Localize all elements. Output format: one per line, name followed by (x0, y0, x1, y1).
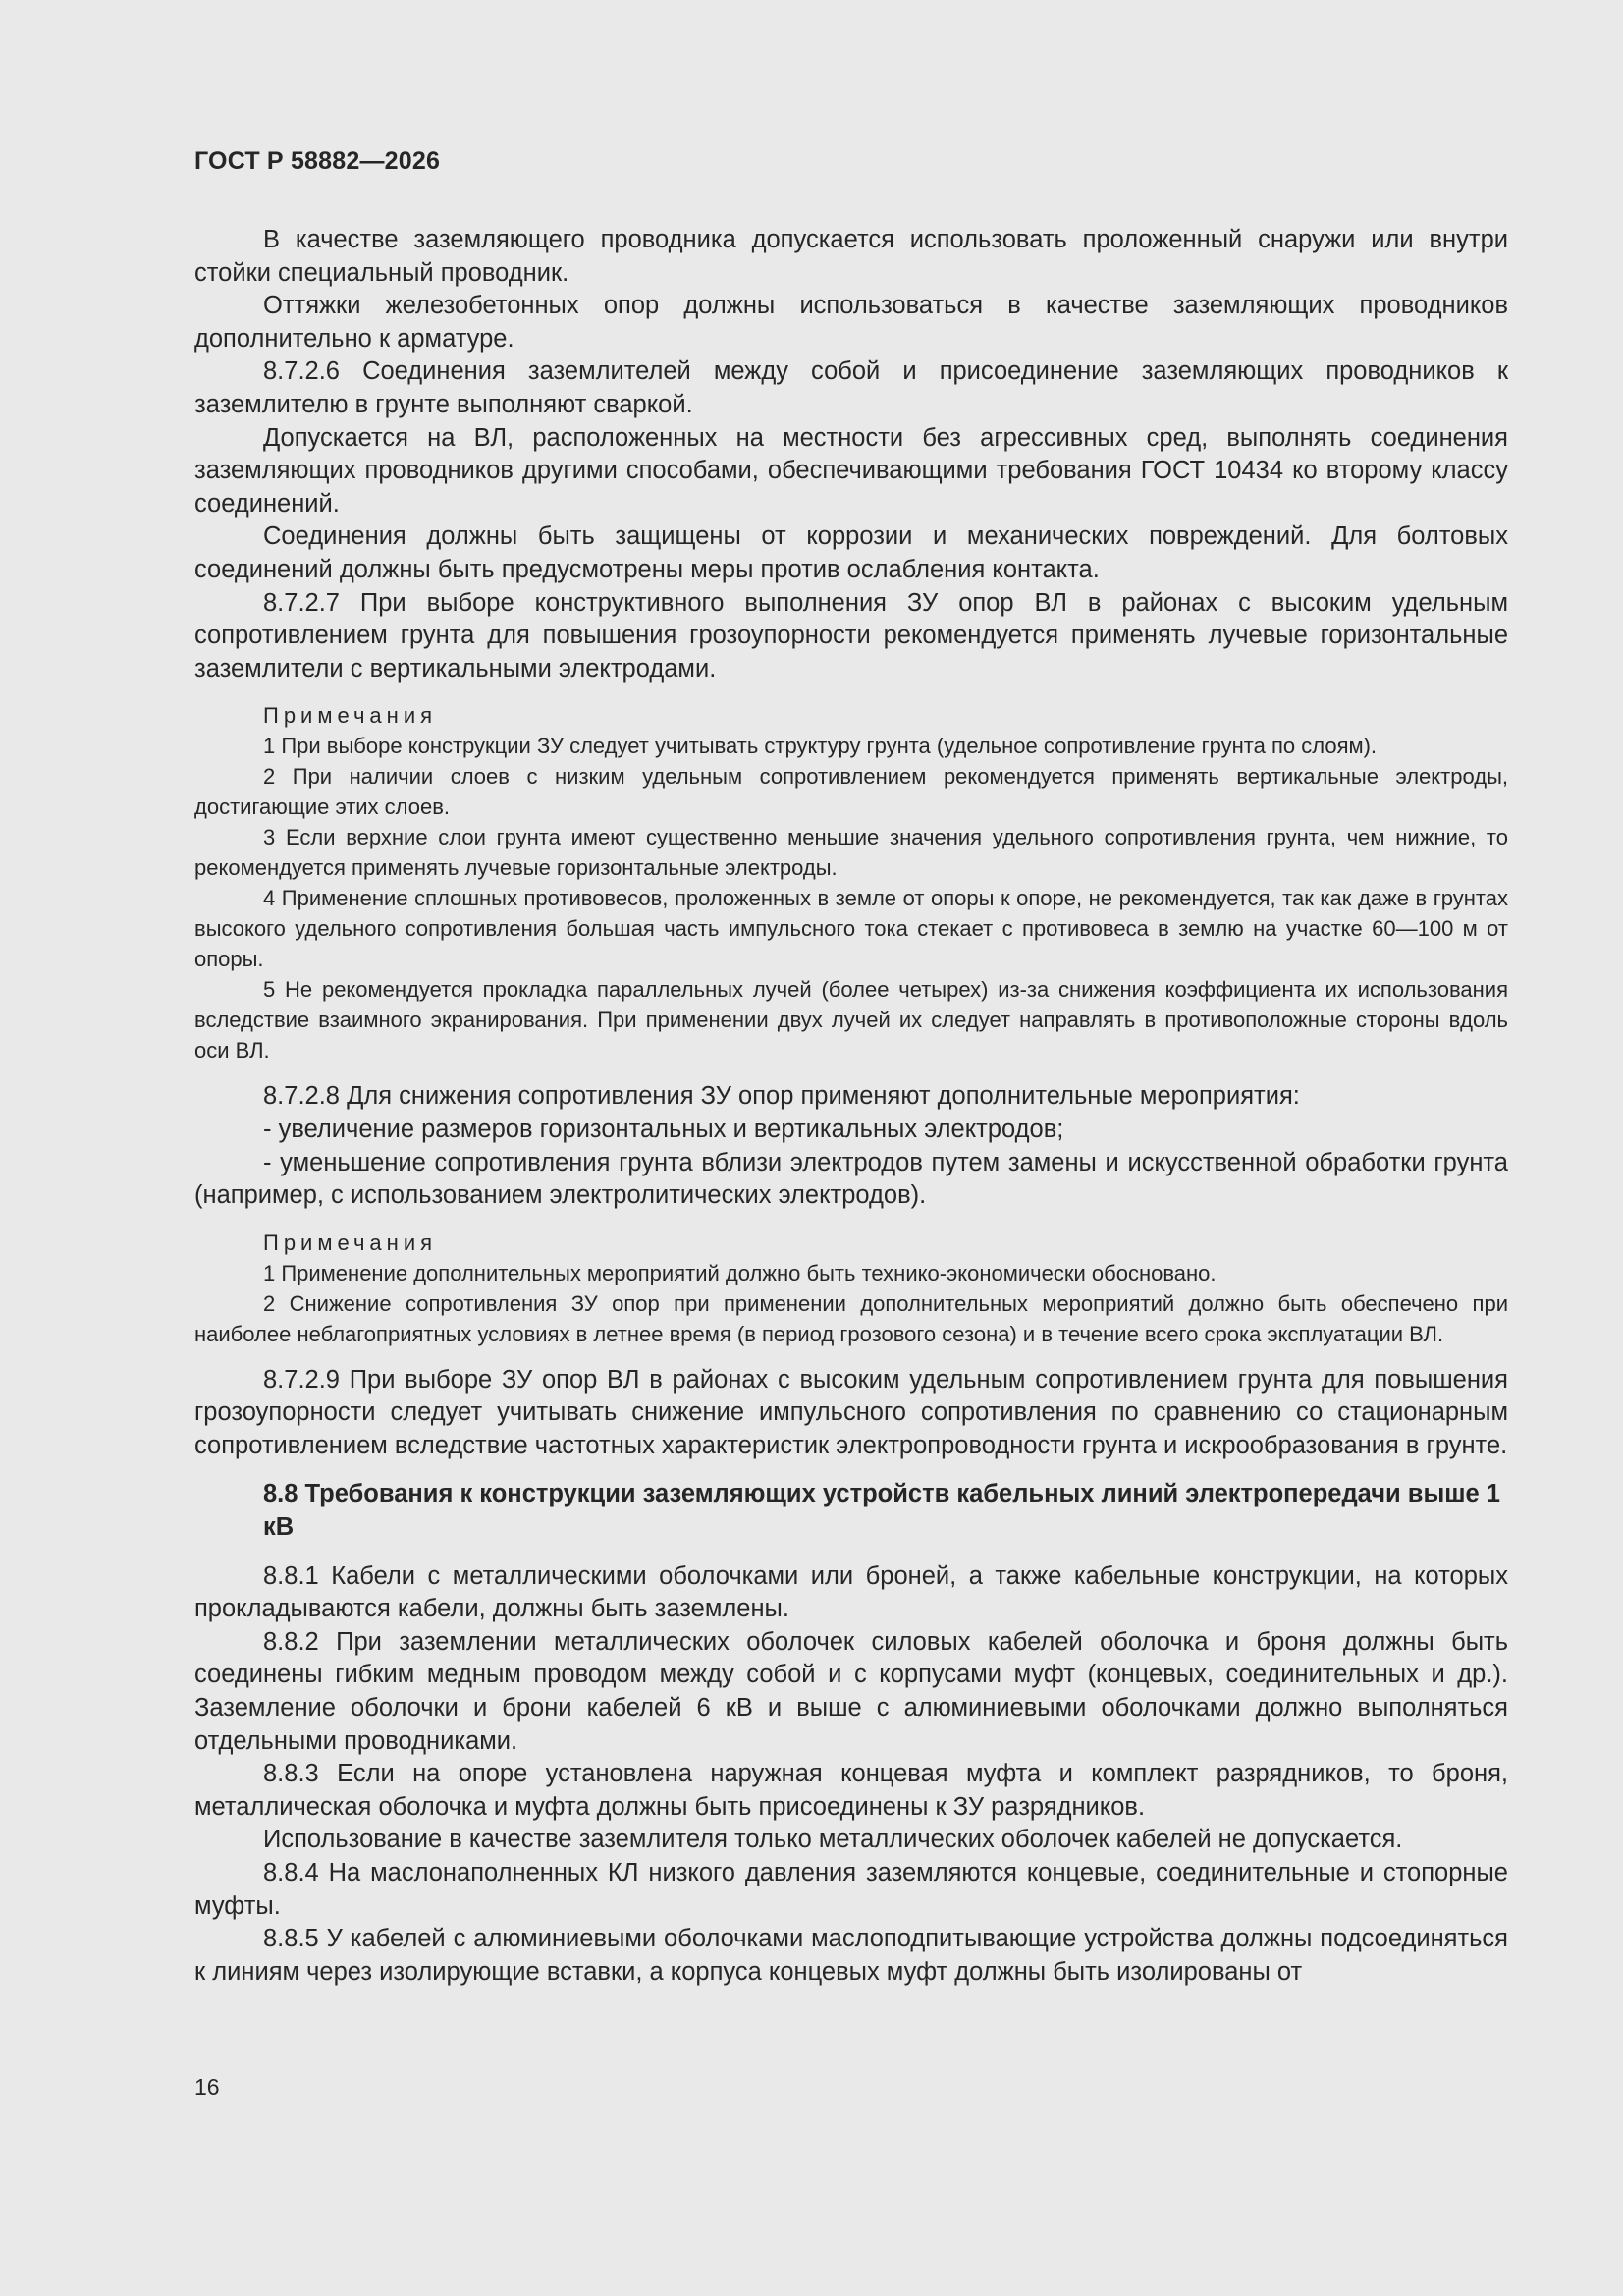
notes-section (194, 700, 1508, 1066)
paragraph: 8.8.4 На маслонаполненных КЛ низкого давления заземляются концевые, соединительные и стопорные муфты. (194, 1859, 1508, 1920)
page-number: 16 (194, 2074, 220, 2100)
notes-title: Примечания (263, 703, 438, 729)
paragraph: Оттяжки железобетонных опор должны использоваться в качестве заземляющих проводников дополнительно к арматуре. (194, 292, 1508, 353)
note-item: 4 Применение сплошных противовесов, проложенных в земле от опоры к опоре, не рекомендуется, так как даже в грунтах высокого удельного сопротивления большая часть импульсного тока стекает с противовеса в землю на участке 60—100 м от опоры. (194, 886, 1508, 972)
paragraph: 8.7.2.6 Соединения заземлителей между собой и присоединение заземляющих проводников к заземлителю в грунте выполняют сваркой. (194, 357, 1508, 418)
note-item: 1 При выборе конструкции ЗУ следует учитывать структуру грунта (удельное сопротивление грунта по слоям). (263, 734, 1378, 759)
note-item: 1 Применение дополнительных мероприятий должно быть технико-экономически обосновано. (263, 1260, 1217, 1285)
notes-title: Примечания (263, 1230, 438, 1255)
paragraph: 8.8.2 При заземлении металлических оболочек силовых кабелей оболочка и броня должны быть соединены гибким медным проводом между собой и с корпусами муфт (концевых, соединительных и др.). Заземление оболочки и брони кабелей 6 кВ и выше с алюминиевыми оболочками должно выполняться отдельными проводниками. (194, 1627, 1508, 1755)
paragraph: Соединения должны быть защищены от коррозии и механических повреждений. Для болтовых соединений должны быть предусмотрены меры против ослабления контакта. (194, 522, 1508, 583)
note-item: 3 Если верхние слои грунта имеют существенно меньшие значения удельного сопротивления грунта, чем нижние, то рекомендуется применять лучевые горизонтальные электроды. (194, 825, 1508, 881)
paragraph: В качестве заземляющего проводника допускается использовать проложенный снаружи или внутри стойки специальный проводник. (194, 226, 1508, 287)
section-heading: 8.8 Требования к конструкции заземляющих устройств кабельных линий электропередачи выше 1 кВ (263, 1480, 1500, 1542)
document-content (194, 224, 1508, 1989)
note-item: 2 Снижение сопротивления ЗУ опор при применении дополнительных мероприятий должно быть обеспечено при наиболее неблагоприятных условиях в летнее время (в период грозового сезона) и в течение всего срока эксплуатации ВЛ. (194, 1290, 1508, 1346)
list-item: - уменьшение сопротивления грунта вблизи электродов путем замены и искусственной обработки грунта (например, с использованием электролитических электродов). (194, 1148, 1508, 1210)
paragraph: Использование в качестве заземлителя только металлических оболочек кабелей не допускается. (263, 1826, 1403, 1854)
paragraph: 8.7.2.7 При выборе конструктивного выполнения ЗУ опор ВЛ в районах с высоким удельным сопротивлением грунта для повышения грозоупорности рекомендуется применять лучевые горизонтальные заземлители с вертикальными электродами. (194, 588, 1508, 683)
paragraph: Допускается на ВЛ, расположенных на местности без агрессивных сред, выполнять соединения заземляющих проводников другими способами, обеспечивающими требования ГОСТ 10434 ко второму классу соединений. (194, 423, 1508, 518)
note-item: 2 При наличии слоев с низким удельным сопротивлением рекомендуется применять вертикальные электроды, достигающие этих слоев. (194, 764, 1508, 820)
notes-section (194, 1228, 1508, 1349)
document-header: ГОСТ Р 58882—2026 (194, 147, 441, 175)
list-item: - увеличение размеров горизонтальных и вертикальных электродов; (263, 1115, 1064, 1143)
paragraph: 8.8.3 Если на опоре установлена наружная концевая муфта и комплект разрядников, то броня, металлическая оболочка и муфта должны быть присоединены к ЗУ разрядников. (194, 1760, 1508, 1821)
paragraph: 8.8.1 Кабели с металлическими оболочками или броней, а также кабельные конструкции, на которых прокладываются кабели, должны быть заземлены. (194, 1561, 1508, 1623)
note-item: 5 Не рекомендуется прокладка параллельных лучей (более четырех) из-за снижения коэффициента их использования вследствие взаимного экранирования. При применении двух лучей их следует направлять в противоположные стороны вдоль оси ВЛ. (194, 977, 1508, 1064)
paragraph: 8.8.5 У кабелей с алюминиевыми оболочками маслоподпитывающие устройства должны подсоединяться к линиям через изолирующие вставки, а корпуса концевых муфт должны быть изолированы от (194, 1925, 1508, 1986)
paragraph: 8.7.2.9 При выборе ЗУ опор ВЛ в районах с высоким удельным сопротивлением грунта для повышения грозоупорности следует учитывать снижение импульсного сопротивления по сравнению со стационарным сопротивлением вследствие частотных характеристик электропроводности грунта и искрообразования в грунте. (194, 1365, 1508, 1459)
paragraph: 8.7.2.8 Для снижения сопротивления ЗУ опор применяют дополнительные мероприятия: (263, 1082, 1300, 1111)
